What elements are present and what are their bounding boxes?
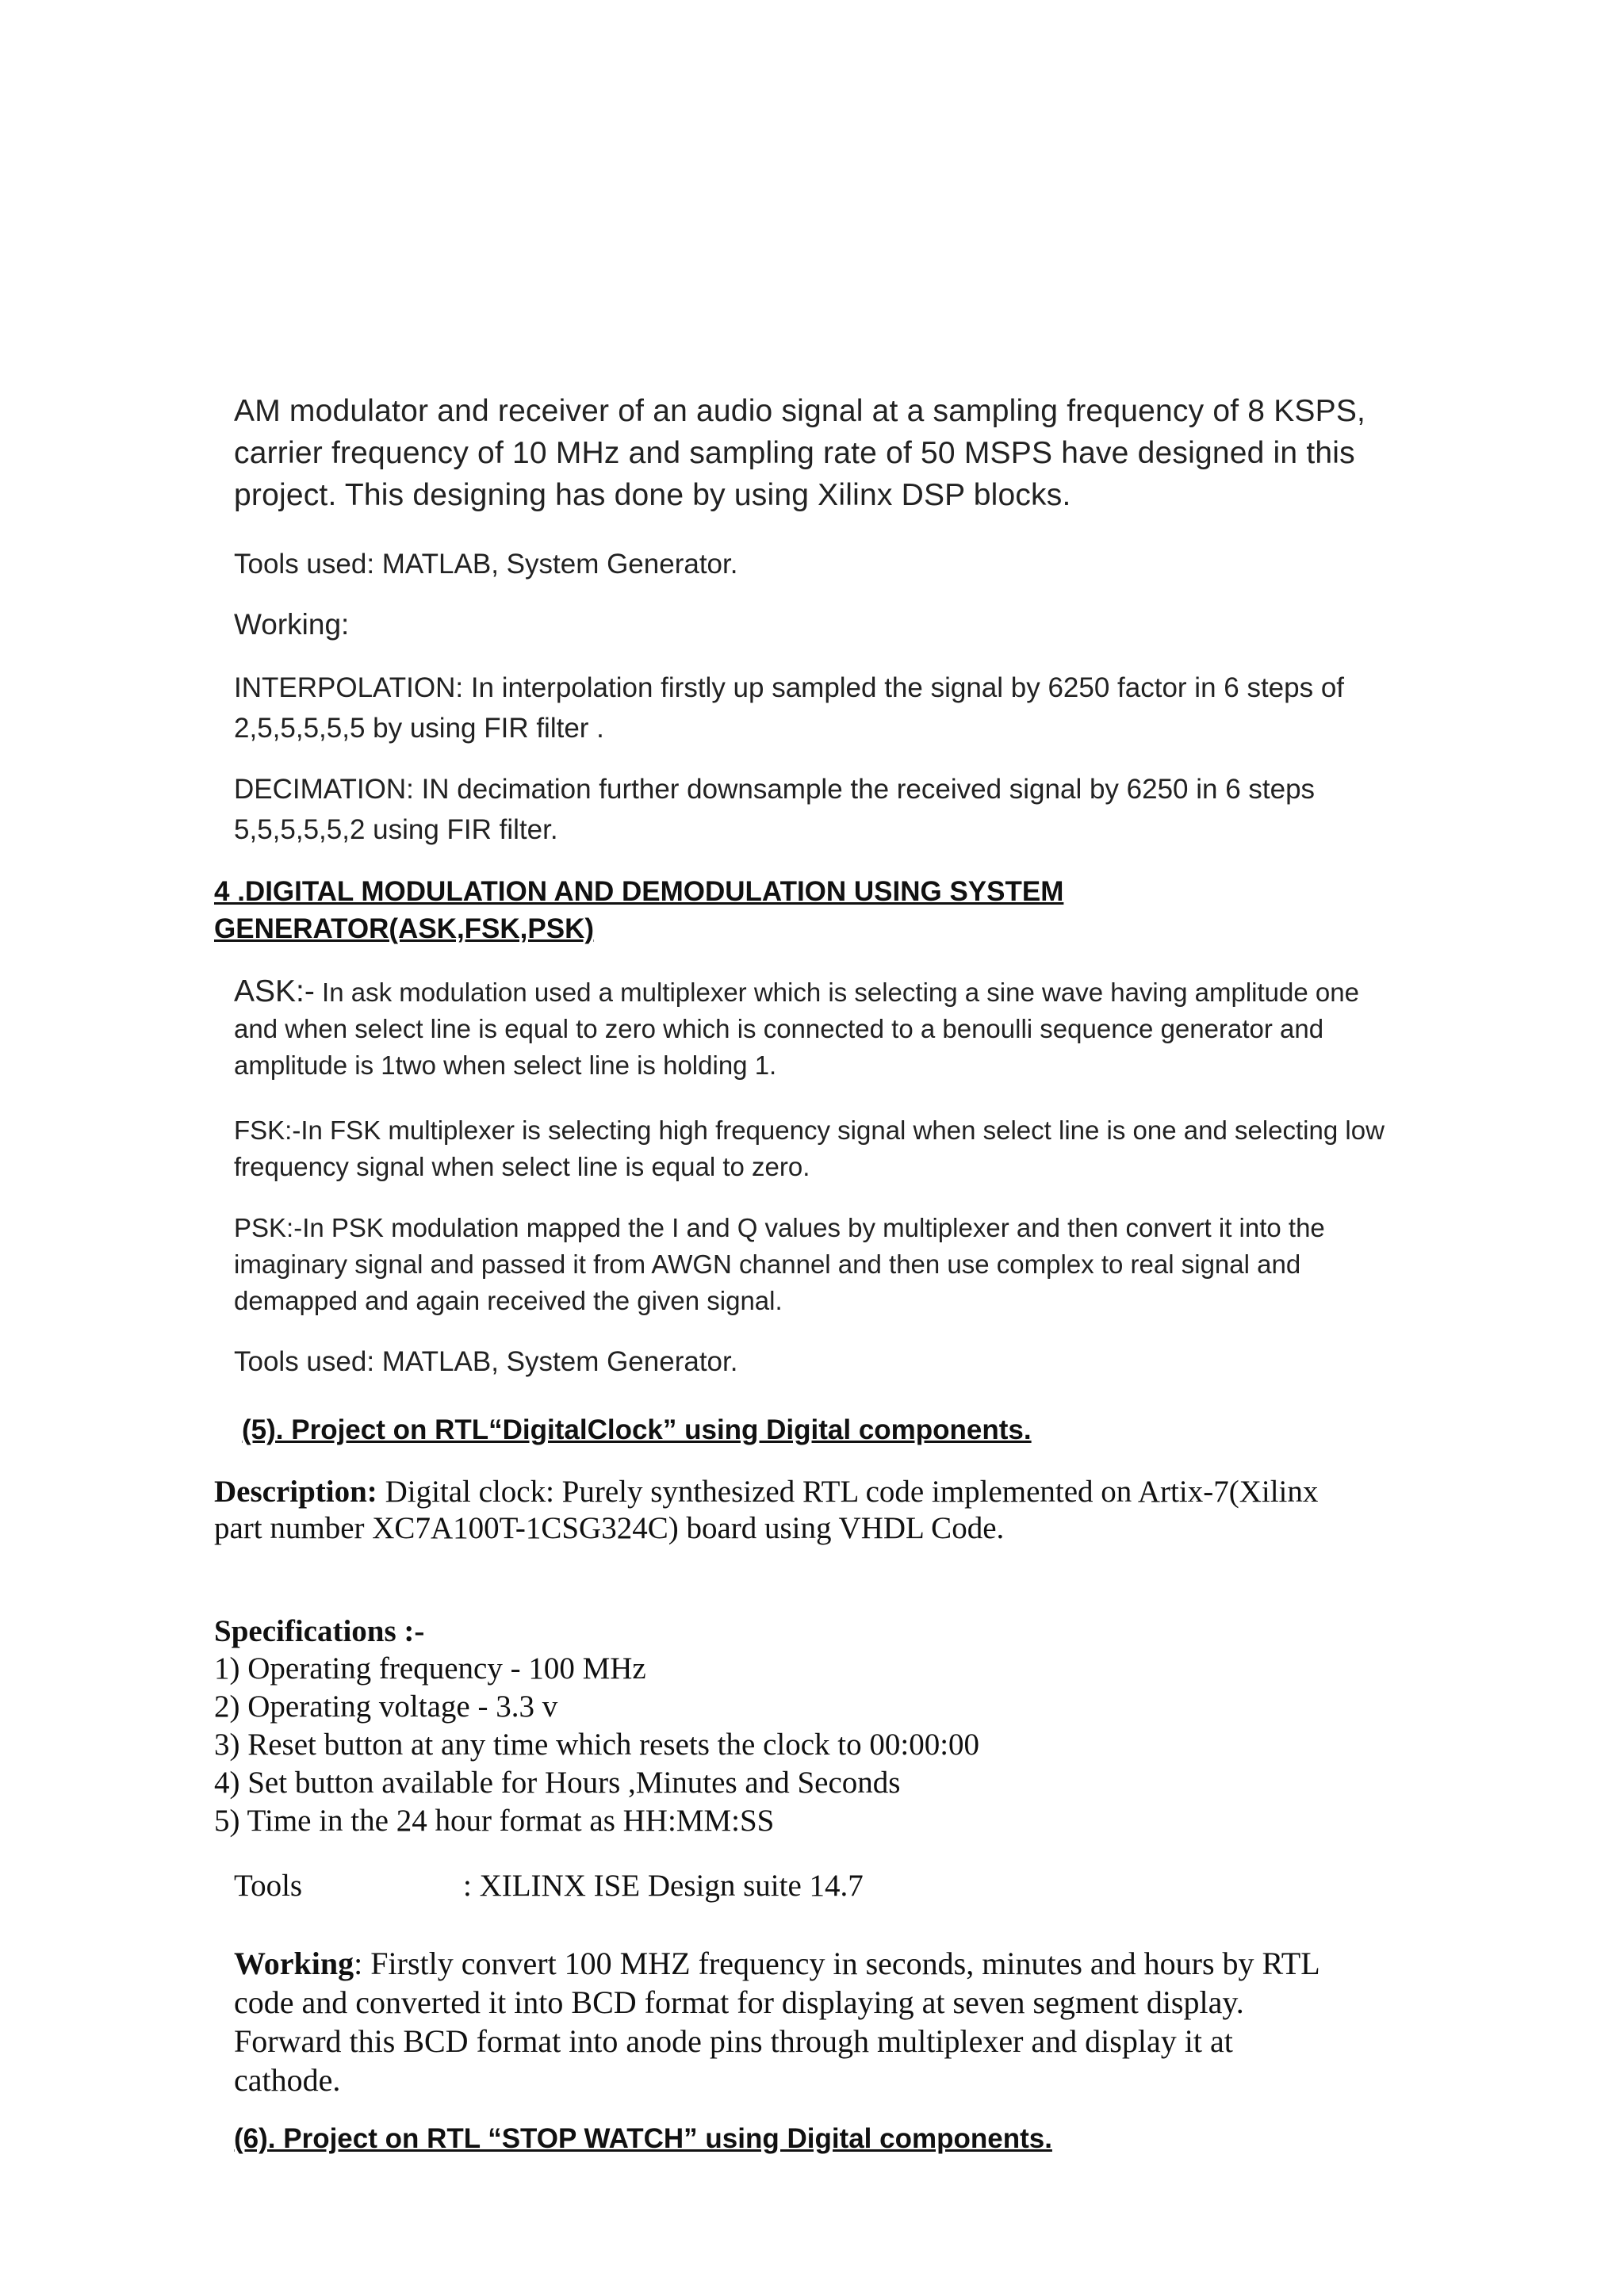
section6-heading xyxy=(234,2120,1052,2157)
section5-description xyxy=(214,1474,1318,1547)
decimation-line: 5,5,5,5,5,2 using FIR filter. xyxy=(234,814,558,845)
interpolation-line: INTERPOLATION: In interpolation firstly up sampled the signal by 6250 factor in 6 steps of xyxy=(234,672,1345,703)
interpolation-line: 2,5,5,5,5,5 by using FIR filter . xyxy=(234,713,604,744)
working-line: cathode. xyxy=(234,2062,341,2098)
working-line: Forward this BCD format into anode pins through multiplexer and display it at xyxy=(234,2023,1233,2059)
interpolation-paragraph xyxy=(234,668,1344,748)
working-line xyxy=(234,1944,1320,1983)
description-line xyxy=(214,1474,1318,1510)
ask-paragraph xyxy=(234,974,1359,1084)
description-line: part number XC7A100T-1CSG324C) board using VHDL Code. xyxy=(214,1511,1005,1545)
section6-prefix: (6). xyxy=(234,2123,276,2154)
spec-item: 3) Reset button at any time which resets the clock to 00:00:00 xyxy=(214,1728,980,1762)
section4-heading xyxy=(214,873,1063,947)
fsk-line: FSK:-In FSK multiplexer is selecting high frequency signal when select line is one and selecting low xyxy=(234,1115,1385,1145)
specifications-heading: Specifications :- xyxy=(214,1614,425,1648)
ask-line xyxy=(234,974,1359,1011)
spec-item: 4) Set button available for Hours ,Minutes and Seconds xyxy=(214,1766,901,1800)
section4-heading-line: 4 .DIGITAL MODULATION AND DEMODULATION USING SYSTEM xyxy=(214,876,1064,907)
tools-used-am: Tools used: MATLAB, System Generator. xyxy=(234,549,738,580)
section5-heading xyxy=(242,1411,1032,1448)
decimation-paragraph xyxy=(234,769,1315,850)
working-line: code and converted it into BCD format for displaying at seven segment display. xyxy=(234,1984,1244,2020)
section4-heading-line: GENERATOR(ASK,FSK,PSK) xyxy=(214,913,595,944)
section5-working xyxy=(234,1944,1320,2099)
ask-line: amplitude is 1two when select line is holding 1. xyxy=(234,1050,777,1080)
description-text: Digital clock: Purely synthesized RTL code implemented on Artix-7(Xilinx xyxy=(377,1475,1319,1509)
ask-lead: ASK:- xyxy=(234,974,315,1008)
psk-line: PSK:-In PSK modulation mapped the I and Q values by multiplexer and then convert it into the xyxy=(234,1213,1325,1242)
tools-value: : XILINX ISE Design suite 14.7 xyxy=(463,1869,864,1903)
fsk-line: frequency signal when select line is equal to zero. xyxy=(234,1152,810,1181)
intro-line: carrier frequency of 10 MHz and sampling rate of 50 MSPS have designed in this xyxy=(234,436,1355,470)
decimation-line: DECIMATION: IN decimation further downsample the received signal by 6250 in 6 steps xyxy=(234,774,1316,805)
tools-used-section4: Tools used: MATLAB, System Generator. xyxy=(234,1346,738,1377)
spec-item: 5) Time in the 24 hour format as HH:MM:SS xyxy=(214,1804,775,1838)
working-heading: Working: xyxy=(234,608,350,641)
ask-line: and when select line is equal to zero which is connected to a benoulli sequence generator and xyxy=(234,1014,1324,1043)
intro-line: project. This designing has done by using Xilinx DSP blocks. xyxy=(234,478,1071,512)
section5-prefix: (5). xyxy=(242,1414,284,1445)
ask-text: In ask modulation used a multiplexer which is selecting a sine wave having amplitude one xyxy=(314,978,1359,1007)
psk-line: demapped and again received the given signal. xyxy=(234,1286,783,1315)
working-text: : Firstly convert 100 MHZ frequency in seconds, minutes and hours by RTL xyxy=(354,1946,1320,1981)
description-label: Description: xyxy=(214,1475,377,1509)
intro-line: AM modulator and receiver of an audio signal at a sampling frequency of 8 KSPS, xyxy=(234,394,1366,428)
section6-title: Project on RTL “STOP WATCH” using Digital components. xyxy=(275,2123,1052,2154)
intro-paragraph xyxy=(234,390,1365,516)
psk-paragraph xyxy=(234,1210,1325,1319)
spec-item: 2) Operating voltage - 3.3 v xyxy=(214,1689,558,1724)
specifications-list xyxy=(214,1650,979,1840)
section5-title: Project on RTL“DigitalClock” using Digital components. xyxy=(283,1414,1032,1445)
spec-item: 1) Operating frequency - 100 MHz xyxy=(214,1651,646,1686)
tools-label: Tools xyxy=(234,1869,303,1903)
working-label: Working xyxy=(234,1946,354,1981)
fsk-paragraph xyxy=(234,1112,1385,1185)
psk-line: imaginary signal and passed it from AWGN channel and then use complex to real signal and xyxy=(234,1249,1301,1279)
